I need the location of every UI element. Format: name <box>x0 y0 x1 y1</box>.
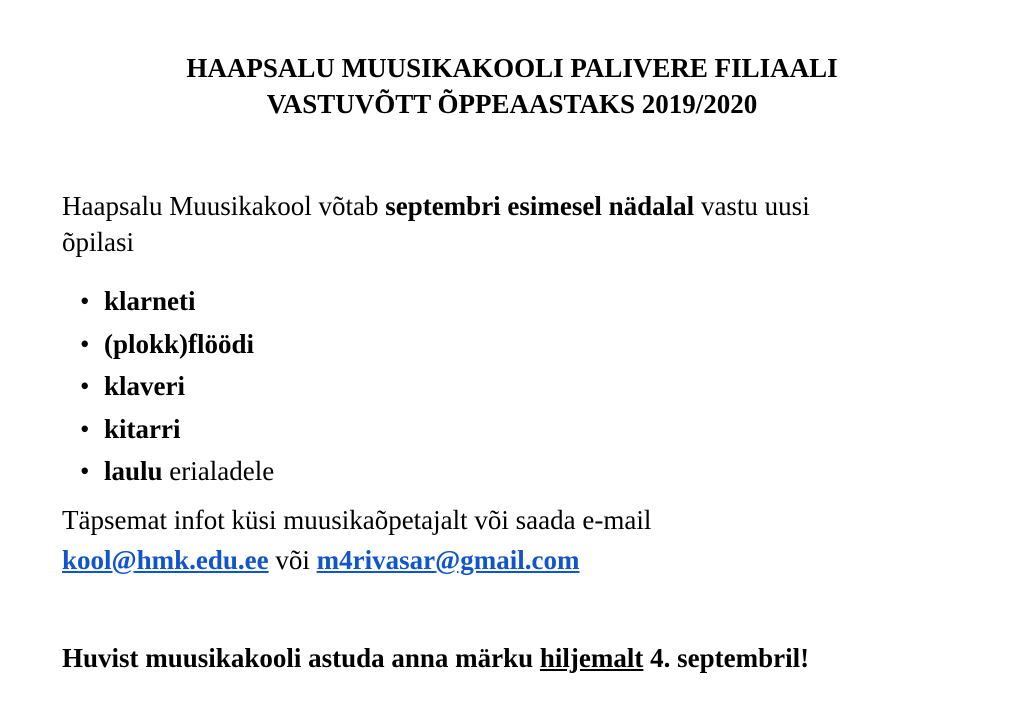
instrument-name: klaveri <box>104 371 185 401</box>
intro-text-after: vastu uusi <box>694 191 810 221</box>
instrument-name: kitarri <box>104 413 181 444</box>
list-item <box>80 323 274 366</box>
contact-paragraph <box>62 500 982 580</box>
intro-paragraph <box>62 188 982 260</box>
intro-bold-date: septembri esimesel nädalal <box>385 191 695 221</box>
intro-line-2: õpilasi <box>62 227 134 257</box>
title-line-2: VASTUVÕTT ÕPPEAASTAKS 2019/2020 <box>266 89 758 119</box>
bullet-icon: • <box>80 456 90 486</box>
email-link-school[interactable]: kool@hmk.edu.ee <box>62 545 269 575</box>
deadline-underlined: hiljemalt <box>539 643 644 673</box>
instrument-name: (plokk)flöödi <box>104 328 255 359</box>
list-item <box>80 408 274 451</box>
instrument-suffix: erialadele <box>162 456 275 486</box>
deadline-text-before: Huvist muusikakooli astuda anna märku <box>62 643 540 673</box>
email-link-teacher[interactable]: m4rivasar@gmail.com <box>316 545 580 575</box>
contact-line-1: Täpsemat infot küsi muusikaõpetajalt või saada e-mail <box>62 505 652 535</box>
list-item <box>80 280 274 323</box>
instrument-list <box>80 280 274 493</box>
deadline-notice <box>62 640 982 676</box>
list-item <box>80 450 274 493</box>
list-item <box>80 365 274 408</box>
bullet-icon: • <box>80 286 90 316</box>
intro-line-1 <box>62 188 982 224</box>
page-title <box>0 50 1024 122</box>
bullet-icon: • <box>80 328 90 359</box>
title-line-1: HAAPSALU MUUSIKAKOOLI PALIVERE FILIAALI <box>186 53 838 83</box>
deadline-text-after: 4. septembril! <box>643 643 810 673</box>
bullet-icon: • <box>80 413 90 444</box>
instrument-name: laulu <box>104 456 163 486</box>
intro-text-before: Haapsalu Muusikakool võtab <box>62 191 386 221</box>
bullet-icon: • <box>80 371 90 401</box>
instrument-name: klarneti <box>104 286 196 316</box>
contact-connector: või <box>268 545 317 575</box>
contact-line-2 <box>62 540 982 580</box>
